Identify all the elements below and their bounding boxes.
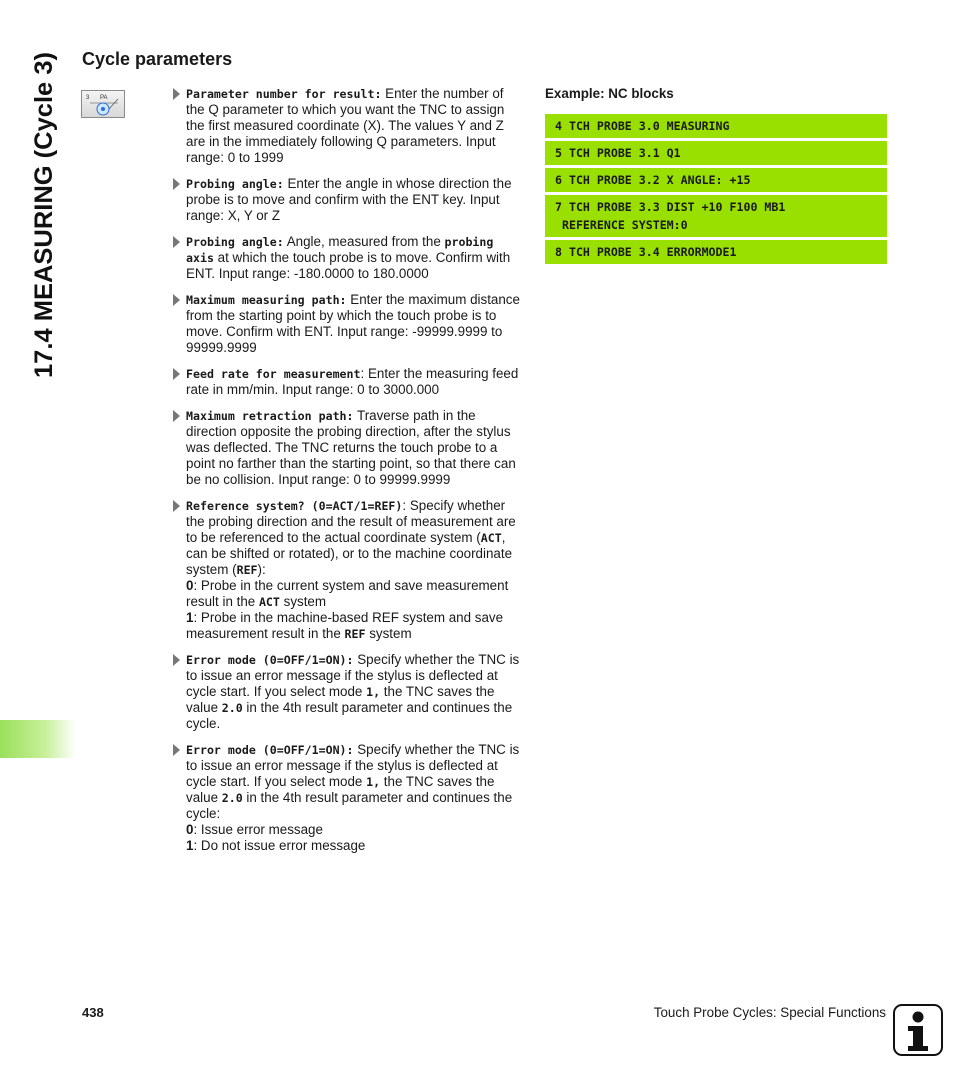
param-description: in the 4th result parameter and continues the cycle: <box>186 790 513 821</box>
param-description: Enter the angle in whose direction the probe is to move and confirm with the ENT key. Input range: X, Y or Z <box>186 176 512 223</box>
triangle-bullet-icon <box>173 368 180 380</box>
option-key: 1 <box>186 838 194 853</box>
param-error-mode <box>172 652 524 732</box>
footer-section-title: Touch Probe Cycles: Special Functions <box>653 1005 886 1020</box>
param-feed-rate <box>172 366 524 398</box>
param-description: Angle, measured from the <box>283 234 445 249</box>
param-description: at which the touch probe is to move. Confirm with ENT. Input range: -180.0000 to 180.0000 <box>186 250 511 281</box>
param-inline-code: 2.0 <box>221 701 243 715</box>
param-name: Maximum measuring path: <box>186 293 347 307</box>
triangle-bullet-icon <box>173 744 180 756</box>
measuring-cycle-icon <box>81 90 125 118</box>
option-key: 0 <box>186 822 194 837</box>
param-result-number <box>172 86 524 166</box>
param-max-measuring-path <box>172 292 524 356</box>
param-name: Probing angle: <box>186 177 284 191</box>
param-inline-code: REF <box>236 563 258 577</box>
example-heading: Example: NC blocks <box>545 86 674 101</box>
param-description: : Specify whether the probing direction and the result of measurement are to be referenced to the actual coordinate system ( <box>186 498 516 545</box>
triangle-bullet-icon <box>173 88 180 100</box>
nc-block-list <box>545 114 887 267</box>
param-name: Maximum retraction path: <box>186 409 354 423</box>
triangle-bullet-icon <box>173 654 180 666</box>
param-description: : Enter the measuring feed rate in mm/min. Input range: 0 to 3000.000 <box>186 366 519 397</box>
param-description: ): <box>257 562 266 577</box>
triangle-bullet-icon <box>173 294 180 306</box>
param-probing-axis <box>172 176 524 224</box>
param-name: Feed rate for measurement <box>186 367 361 381</box>
param-description: Specify whether the TNC is to issue an error message if the stylus is deflected at cycle start. If you select mode <box>186 742 520 789</box>
side-chapter-title-text: 17.4 MEASURING (Cycle 3) <box>30 58 58 378</box>
param-name: Probing angle: <box>186 235 284 249</box>
param-reference-system <box>172 498 524 642</box>
param-name: Reference system? (0=ACT/1=REF) <box>186 499 403 513</box>
param-description: the TNC saves the value <box>186 684 495 715</box>
param-inline-code: 1, <box>366 685 381 699</box>
param-description: , can be shifted or rotated), or to the machine coordinate system ( <box>186 530 513 577</box>
param-description: Enter the number of the Q parameter to which you want the TNC to assign the first measured coordinate (X). The values Y and Z are in the immediately following Q parameters. Input range: 0 to 1999 <box>186 86 505 165</box>
triangle-bullet-icon <box>173 500 180 512</box>
nc-block: 5 TCH PROBE 3.1 Q1 <box>545 141 887 165</box>
option-text: : Do not issue error message <box>193 838 366 853</box>
param-name: Error mode (0=OFF/1=ON): <box>186 743 354 757</box>
param-inline-code: ACT <box>258 595 280 609</box>
option-text: : Issue error message <box>193 822 323 837</box>
cycle-icon-label-right: PA <box>100 95 108 101</box>
side-chapter-title <box>22 50 62 380</box>
param-name: Error mode (0=OFF/1=ON): <box>186 653 354 667</box>
option-text: system <box>365 626 412 641</box>
option-text: system <box>279 594 327 609</box>
param-inline-code: REF <box>344 627 366 641</box>
param-probing-angle <box>172 234 524 282</box>
nc-block: 7 TCH PROBE 3.3 DIST +10 F100 MB1 REFERENCE SYSTEM:0 <box>545 195 887 237</box>
param-name: Parameter number for result: <box>186 87 382 101</box>
param-description: the TNC saves the value <box>186 774 495 805</box>
param-description: Traverse path in the direction opposite the probing direction, after the stylus was deflected. The TNC returns the touch probe to a point no farther than the starting point, so that there can be no collision. Input range: 0 to 99999.9999 <box>186 408 516 487</box>
triangle-bullet-icon <box>173 178 180 190</box>
parameter-list <box>172 86 524 864</box>
param-inline-code: 2.0 <box>221 791 243 805</box>
param-inline-code: probing axis <box>186 235 494 265</box>
param-error-mode-options <box>172 742 524 854</box>
param-description: Specify whether the TNC is to issue an error message if the stylus is deflected at cycle start. If you select mode <box>186 652 520 699</box>
info-icon <box>893 1004 943 1056</box>
option-key: 1 <box>186 610 194 625</box>
option-text: : Probe in the machine-based REF system and save measurement result in the <box>186 610 504 641</box>
nc-block: 6 TCH PROBE 3.2 X ANGLE: +15 <box>545 168 887 192</box>
cycle-icon-label-left: 3 <box>86 95 90 101</box>
chapter-tab-marker <box>0 720 76 758</box>
param-description: Enter the maximum distance from the starting point by which the touch probe is to move. Confirm with ENT. Input range: -99999.9999 to 99999.9999 <box>186 292 520 355</box>
option-key: 0 <box>186 578 194 593</box>
triangle-bullet-icon <box>173 236 180 248</box>
section-heading: Cycle parameters <box>82 49 233 69</box>
param-inline-code: 1, <box>366 775 381 789</box>
triangle-bullet-icon <box>173 410 180 422</box>
option-text: : Probe in the current system and save measurement result in the <box>186 578 509 609</box>
nc-block: 4 TCH PROBE 3.0 MEASURING <box>545 114 887 138</box>
param-description: in the 4th result parameter and continues the cycle. <box>186 700 513 731</box>
param-inline-code: ACT <box>480 531 502 545</box>
param-max-retraction-path <box>172 408 524 488</box>
page-number: 438 <box>82 1005 104 1020</box>
nc-block: 8 TCH PROBE 3.4 ERRORMODE1 <box>545 240 887 264</box>
